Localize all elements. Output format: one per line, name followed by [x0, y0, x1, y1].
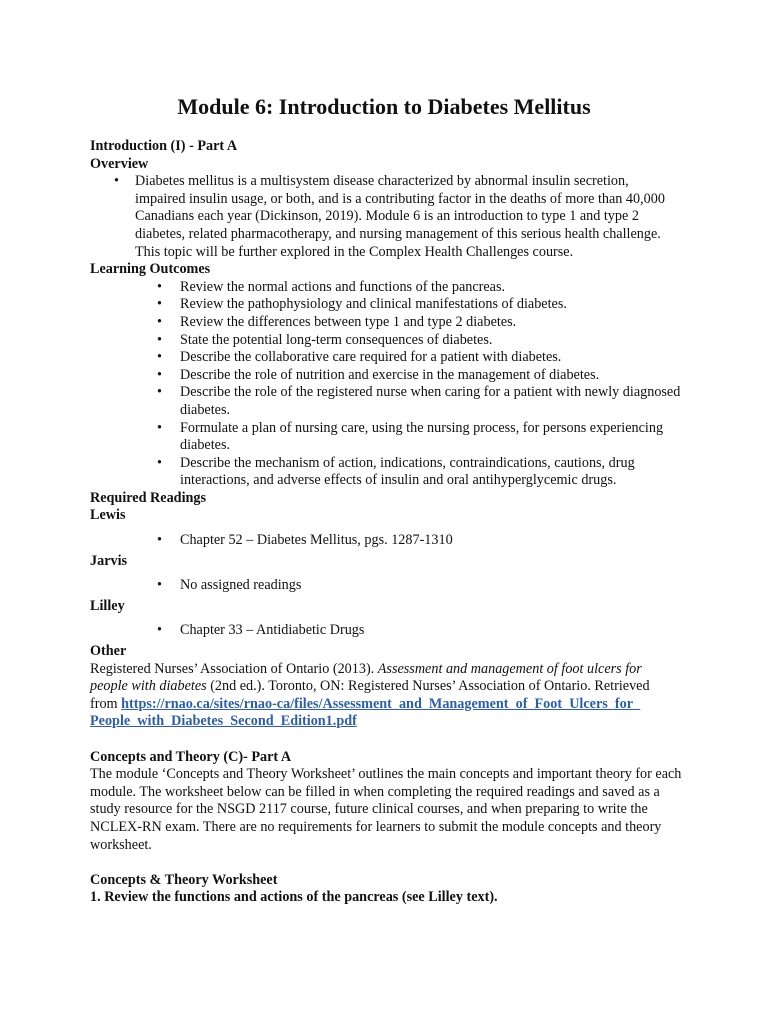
- list-item: [90, 173, 682, 261]
- outcome-text: Review the normal actions and functions of the pancreas.: [180, 278, 506, 295]
- lilley-heading: Lilley: [90, 597, 125, 614]
- outcome-text: Describe the role of the registered nurse when caring for a patient with newly diagnosed diabetes.: [180, 384, 681, 418]
- reading-text: Chapter 52 – Diabetes Mellitus, pgs. 1287-1310: [180, 532, 453, 549]
- other-reference: [90, 661, 682, 696]
- lewis-heading: Lewis: [90, 507, 126, 524]
- overview-list: [90, 173, 682, 261]
- spacer: [90, 854, 682, 872]
- lilley-list: [90, 622, 682, 640]
- jarvis-heading: Jarvis: [90, 552, 128, 569]
- list-item: [90, 622, 682, 640]
- reading-text: Chapter 33 – Antidiabetic Drugs: [180, 622, 365, 639]
- outcome-text: Describe the mechanism of action, indications, contraindications, cautions, drug interactions, and adverse effects of insulin and oral antihyperglycemic drugs.: [180, 454, 635, 489]
- bullet-icon: •: [157, 622, 162, 639]
- reference-link-line: [90, 696, 682, 731]
- bullet-icon: •: [157, 349, 162, 366]
- list-item: [90, 420, 682, 455]
- bullet-icon: •: [157, 278, 162, 295]
- document-body: [90, 138, 682, 907]
- list-item: [90, 455, 682, 490]
- outcome-text: Review the differences between type 1 and type 2 diabetes.: [180, 313, 517, 330]
- list-item: [90, 367, 682, 385]
- list-item: [90, 532, 682, 550]
- reference-from: from: [90, 695, 122, 712]
- bullet-icon: •: [157, 384, 162, 401]
- learning-outcomes-list: [90, 279, 682, 490]
- reference-authors: Registered Nurses’ Association of Ontario (2013).: [90, 660, 378, 677]
- bullet-icon: •: [157, 454, 162, 471]
- concepts-paragraph: The module ‘Concepts and Theory Worksheet’ outlines the main concepts and important theory for each module. The worksheet below can be filled in when completing the required readings and saved as a study resource for the NSGD 2117 course, future clinical courses, and when preparing to write the NCLEX-RN exam. There are no requirements for learners to submit the module concepts and theory worksheet.: [90, 766, 682, 853]
- section-heading-introduction: Introduction (I) - Part A: [90, 138, 238, 154]
- overview-heading: Overview: [90, 155, 149, 172]
- outcome-text: Formulate a plan of nursing care, using the nursing process, for persons experiencing diabetes.: [180, 419, 664, 454]
- learning-outcomes-heading: Learning Outcomes: [90, 261, 211, 278]
- list-item: [90, 332, 682, 350]
- list-item: [90, 577, 682, 595]
- list-item: [90, 384, 682, 419]
- overview-text: Diabetes mellitus is a multisystem disease characterized by abnormal insulin secretion, impaired insulin usage, or both, and is a contributing factor in the deaths of more than 40,000 Canadians each year (Dickinson, 2019). Module 6 is an introduction to type 1 and type 2 diabetes, related pharmacotherapy, and nursing management of this serious health challenge. This topic will be further explored in the Complex Health Challenges course.: [135, 173, 665, 260]
- worksheet-question-1: 1. Review the functions and actions of the pancreas (see Lilley text).: [90, 889, 498, 906]
- outcome-text: Review the pathophysiology and clinical manifestations of diabetes.: [180, 296, 567, 313]
- reference-publisher: (2nd ed.). Toronto, ON: Registered Nurses’ Association of Ontario. Retrieved: [206, 678, 650, 695]
- bullet-icon: •: [157, 313, 162, 330]
- bullet-icon: •: [157, 296, 162, 313]
- reading-text: No assigned readings: [180, 577, 302, 594]
- bullet-icon: •: [114, 173, 119, 190]
- bullet-icon: •: [157, 532, 162, 549]
- list-item: [90, 314, 682, 332]
- outcome-text: State the potential long-term consequences of diabetes.: [180, 331, 493, 348]
- jarvis-list: [90, 577, 682, 595]
- list-item: [90, 349, 682, 367]
- bullet-icon: •: [157, 331, 162, 348]
- spacer: [90, 731, 682, 749]
- lewis-list: [90, 532, 682, 550]
- list-item: [90, 279, 682, 297]
- required-readings-heading: Required Readings: [90, 489, 207, 506]
- outcome-text: Describe the collaborative care required for a patient with diabetes.: [180, 349, 562, 366]
- reference-title: Assessment and management of foot ulcers for people with diabetes: [90, 660, 642, 695]
- other-heading: Other: [90, 643, 127, 660]
- bullet-icon: •: [157, 419, 162, 436]
- worksheet-heading: Concepts & Theory Worksheet: [90, 871, 278, 888]
- section-heading-concepts: Concepts and Theory (C)- Part A: [90, 748, 292, 765]
- bullet-icon: •: [157, 577, 162, 594]
- bullet-icon: •: [157, 366, 162, 383]
- reference-link[interactable]: https://rnao.ca/sites/rnao-ca/files/Assessment_and_Management_of_Foot_Ulcers_for_ People_with_Diabetes_Second_Edition1.pdf: [90, 695, 641, 730]
- list-item: [90, 296, 682, 314]
- page-title: Module 6: Introduction to Diabetes Mellitus: [177, 94, 591, 119]
- outcome-text: Describe the role of nutrition and exercise in the management of diabetes.: [180, 366, 600, 383]
